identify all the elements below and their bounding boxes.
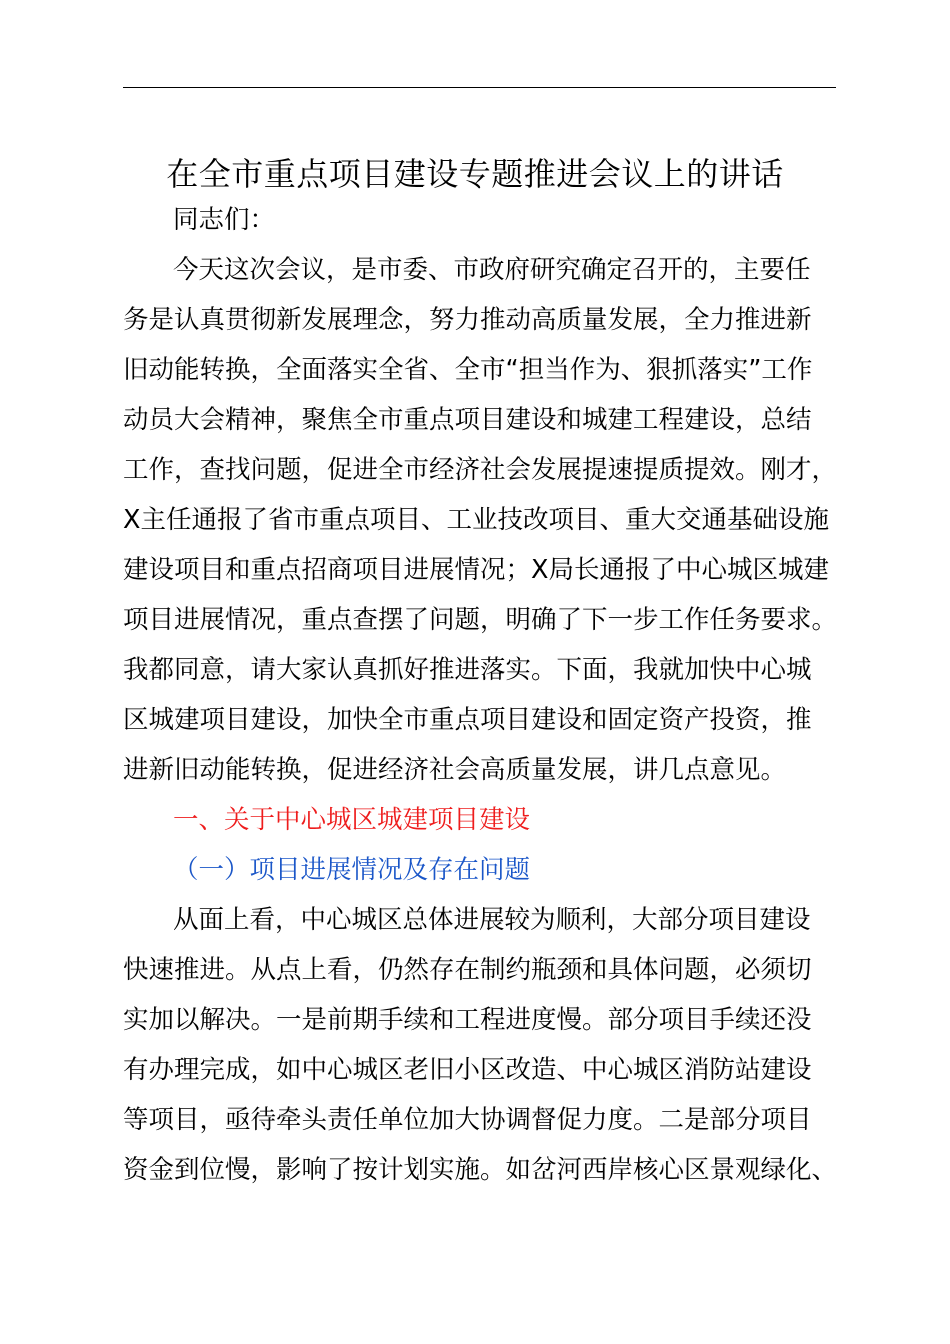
paragraph1-line-8: 项目进展情况，重点查摆了问题，明确了下一步工作任务要求。 xyxy=(123,605,838,635)
document-title: 在全市重点项目建设专题推进会议上的讲话 xyxy=(166,155,784,193)
paragraph2-line-3: 实加以解决。一是前期手续和工程进度慢。部分项目手续还没 xyxy=(123,1005,812,1035)
paragraph1-line-7: 建设项目和重点招商项目进展情况；X局长通报了中心城区城建 xyxy=(123,555,829,585)
greeting: 同志们： xyxy=(173,205,276,235)
paragraph1-line-6: X主任通报了省市重点项目、工业技改项目、重大交通基础设施 xyxy=(123,505,829,535)
paragraph1-line-4: 动员大会精神，聚焦全市重点项目建设和城建工程建设，总结 xyxy=(123,405,812,435)
paragraph2-line-2: 快速推进。从点上看，仍然存在制约瓶颈和具体问题，必须切 xyxy=(123,955,812,985)
paragraph2-line-1: 从面上看，中心城区总体进展较为顺利，大部分项目建设 xyxy=(173,905,811,935)
paragraph1-line-3: 旧动能转换，全面落实全省、全市“担当作为、狠抓落实”工作 xyxy=(123,355,813,385)
paragraph1-line-2: 务是认真贯彻新发展理念，努力推动高质量发展，全力推进新 xyxy=(123,305,812,335)
top-rule xyxy=(123,87,836,88)
paragraph2-line-4: 有办理完成，如中心城区老旧小区改造、中心城区消防站建设 xyxy=(123,1055,812,1085)
paragraph1-line-5: 工作，查找问题，促进全市经济社会发展提速提质提效。刚才， xyxy=(123,455,838,485)
section-subheading-1: （一）项目进展情况及存在问题 xyxy=(173,855,531,885)
paragraph2-line-5: 等项目，亟待牵头责任单位加大协调督促力度。二是部分项目 xyxy=(123,1105,812,1135)
section-heading-1: 一、关于中心城区城建项目建设 xyxy=(173,805,531,835)
paragraph1-line-1: 今天这次会议，是市委、市政府研究确定召开的，主要任 xyxy=(173,255,811,285)
paragraph1-line-10: 区城建项目建设，加快全市重点项目建设和固定资产投资，推 xyxy=(123,705,812,735)
paragraph1-line-9: 我都同意，请大家认真抓好推进落实。下面，我就加快中心城 xyxy=(123,655,812,685)
paragraph1-line-11: 进新旧动能转换，促进经济社会高质量发展，讲几点意见。 xyxy=(123,755,787,785)
paragraph2-line-6: 资金到位慢，影响了按计划实施。如岔河西岸核心区景观绿化、 xyxy=(123,1155,838,1185)
